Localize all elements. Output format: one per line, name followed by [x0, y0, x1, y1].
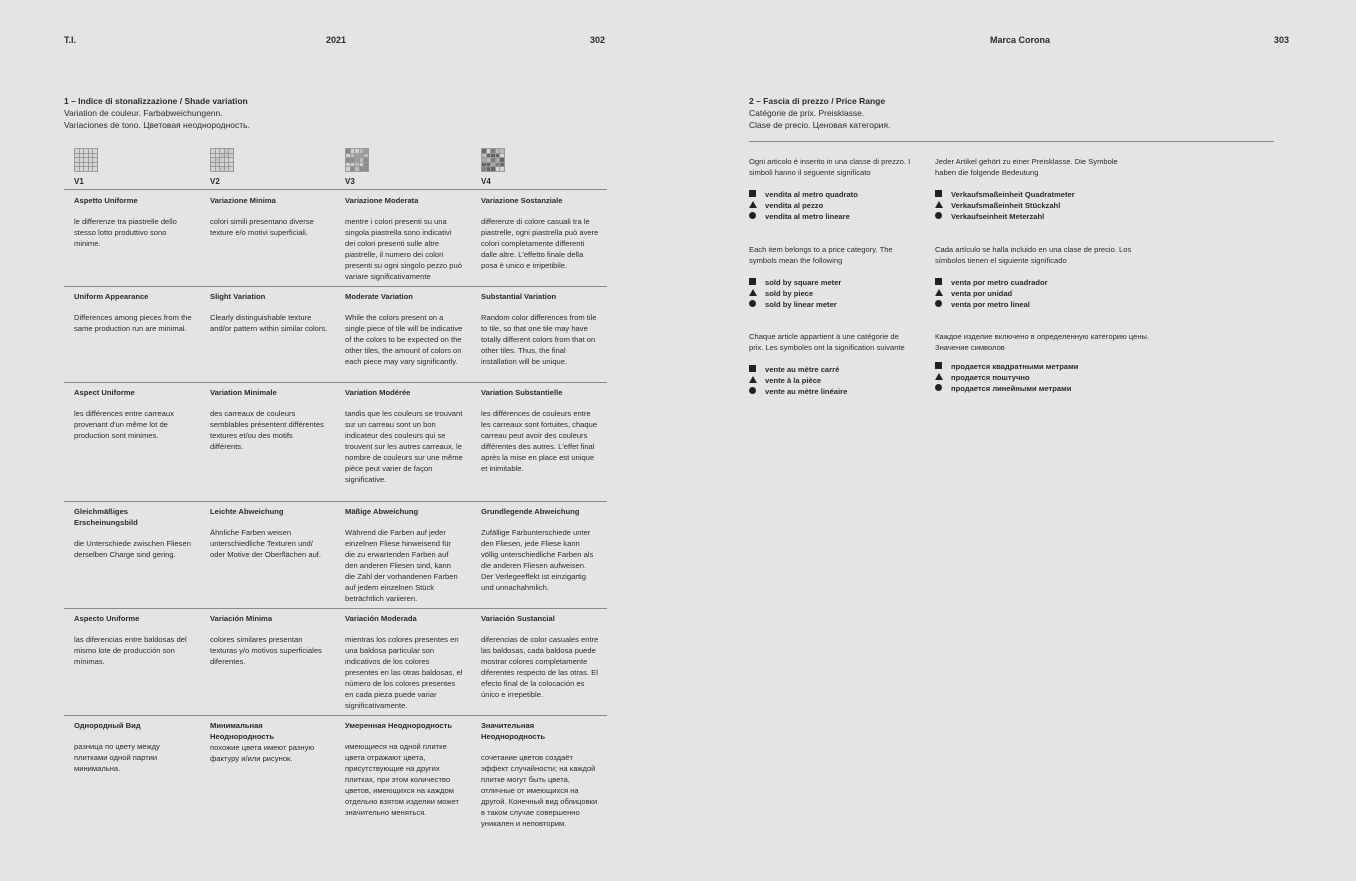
- table-cell: [210, 506, 328, 560]
- price-item: [935, 383, 1175, 394]
- cell-heading: Значительная Неоднородность: [481, 721, 546, 741]
- price-item: [749, 277, 919, 288]
- circle-icon: [749, 299, 765, 310]
- price-subtitle-2: Clase de precio. Ценовая категория.: [749, 120, 891, 130]
- cell-body: похожие цвета имеют разную фактуру и/или рисунок.: [210, 743, 315, 763]
- shade-subtitle-2: Variaciones de tono. Цветовая неоднородность.: [64, 120, 250, 130]
- price-item-label: продается поштучно: [951, 373, 1030, 382]
- price-item-label: vendita al metro lineare: [765, 212, 850, 221]
- price-item: [749, 364, 914, 375]
- table-divider: [64, 189, 607, 190]
- table-cell: [74, 195, 192, 249]
- circle-icon: [935, 299, 951, 310]
- price-divider: [749, 141, 1274, 142]
- price-item-label: vendita al metro quadrato: [765, 190, 858, 199]
- shade-section-header: [64, 95, 250, 131]
- table-cell: [74, 720, 192, 774]
- price-title: 2 – Fascia di prezzo / Price Range: [749, 96, 886, 106]
- circle-icon: [749, 386, 765, 397]
- cell-body: Differences among pieces from the same production run are minimal.: [74, 313, 192, 333]
- price-item: [935, 361, 1175, 372]
- price-item: [935, 211, 1135, 222]
- table-cell: [345, 195, 463, 282]
- price-item-label: продается линейными метрами: [951, 384, 1072, 393]
- price-block: [935, 244, 1135, 310]
- cell-body: mentre i colori presenti su una singola piastrella sono indicativi dei colori presenti sulle altre piastrelle, il numero dei colori presenti su ogni singolo pezzo può variare significativamente: [345, 217, 462, 281]
- shade-v2-icon: [210, 148, 234, 172]
- table-cell: [481, 291, 599, 367]
- price-item: [749, 299, 919, 310]
- circle-icon: [935, 211, 951, 222]
- price-item: [935, 200, 1135, 211]
- cell-body: Clearly distinguishable texture and/or pattern within similar colors.: [210, 313, 328, 333]
- table-cell: [345, 720, 463, 818]
- cell-body: Random color differences from tile to tile, so that one tile may have totally different colors from that on other tiles. Thus, the final installation will be unique.: [481, 313, 597, 366]
- level-label-v1: V1: [74, 177, 84, 186]
- level-label-v3: V3: [345, 177, 355, 186]
- square-icon: [749, 364, 765, 375]
- level-label-v2: V2: [210, 177, 220, 186]
- level-label-v4: V4: [481, 177, 491, 186]
- price-item-label: vente au mètre carré: [765, 365, 840, 374]
- price-item: [749, 375, 914, 386]
- cell-body: имеющиеся на одной плитке цвета отражают цвета, присутствующие на других плитках, при этом количество цветов, имеющихся на каждом отдельно взятом изделии может значительно меняться.: [345, 742, 459, 817]
- price-item: [935, 288, 1135, 299]
- cell-heading: Gleichmäßiges Erscheinungsbild: [74, 507, 138, 527]
- table-cell: [210, 720, 328, 764]
- shade-title: 1 – Indice di stonalizzazione / Shade variation: [64, 96, 248, 106]
- cell-body: mientras los colores presentes en una baldosa particular son indicativos de los colores presentes en las otras baldosas, el número de los colores presentes en cada pieza puede variar significativamente.: [345, 635, 463, 710]
- cell-body: las diferencias entre baldosas del mismo lote de producción son mínimas.: [74, 635, 187, 666]
- cell-heading: Grundlegende Abweichung: [481, 507, 580, 516]
- price-block: [749, 156, 919, 222]
- price-intro: Каждое изделие включено в определенную категорию цены. Значение символов: [935, 332, 1150, 352]
- triangle-icon: [935, 288, 951, 299]
- circle-icon: [749, 211, 765, 222]
- table-divider: [64, 286, 607, 287]
- cell-body: diferencias de color casuales entre las baldosas, cada baldosa puede mostrar colores completamente diferentes respecto de las otras. El efecto final de la colocación es único e irrepetible.: [481, 635, 599, 699]
- cell-heading: Variazione Moderata: [345, 196, 419, 205]
- table-cell: [481, 720, 599, 829]
- price-item: [935, 277, 1135, 288]
- cell-heading: Aspetto Uniforme: [74, 196, 138, 205]
- cell-heading: Mäßige Abweichung: [345, 507, 419, 516]
- price-item-label: sold by linear meter: [765, 300, 837, 309]
- cell-body: While the colors present on a single piece of tile will be indicative of the colors to be expected on the other tiles, the amount of colors on each piece may vary significantly.: [345, 313, 463, 366]
- circle-icon: [935, 383, 951, 394]
- table-cell: [74, 291, 192, 334]
- table-cell: [210, 195, 328, 238]
- year: 2021: [326, 35, 347, 45]
- brand-left: T.I.: [64, 35, 77, 45]
- table-cell: [210, 291, 328, 334]
- cell-heading: Variation Modérée: [345, 388, 411, 397]
- price-intro: Jeder Artikel gehört zu einer Preisklasse. Die Symbole haben die folgende Bedeutung: [935, 157, 1118, 177]
- price-section-header: [749, 95, 890, 131]
- cell-body: des carreaux de couleurs semblables présentent différentes textures et/ou des motifs différents.: [210, 409, 324, 451]
- square-icon: [935, 361, 951, 372]
- cell-body: die Unterschiede zwischen Fliesen derselben Charge sind gering.: [74, 539, 191, 559]
- price-intro: Cada artículo se halla incluido en una clase de precio. Los símbolos tienen el siguiente significado: [935, 245, 1132, 265]
- cell-heading: Variazione Minima: [210, 196, 276, 205]
- cell-heading: Минимальная Неоднородность: [210, 721, 275, 741]
- cell-body: разница по цвету между плитками одной партии минимальна.: [74, 742, 160, 773]
- price-item: [749, 386, 914, 397]
- cell-heading: Leichte Abweichung: [210, 507, 284, 516]
- price-intro: Chaque article appartient à une catégorie de prix. Les symboles ont la signification suivante: [749, 332, 905, 352]
- triangle-icon: [749, 200, 765, 211]
- cell-heading: Variazione Sostanziale: [481, 196, 563, 205]
- price-item-label: Verkaufsmaßeinheit Stückzahl: [951, 201, 1061, 210]
- page-number-right: 303: [1274, 35, 1290, 45]
- table-cell: [481, 613, 599, 700]
- table-cell: [345, 506, 463, 604]
- shade-subtitle-1: Variation de couleur. Farbabweichungenn.: [64, 108, 223, 118]
- cell-body: le differenze tra piastrelle dello stesso lotto produttivo sono minime.: [74, 217, 177, 248]
- table-divider: [64, 382, 607, 383]
- price-intro: Ogni articolo è inserito in una classe di prezzo. I simboli hanno il seguente significato: [749, 157, 911, 177]
- price-item-label: vendita al pezzo: [765, 201, 824, 210]
- cell-body: colori simili presentano diverse texture e/o motivi superficiali.: [210, 217, 314, 237]
- cell-heading: Aspect Uniforme: [74, 388, 135, 397]
- table-cell: [481, 387, 599, 474]
- price-item-label: sold by piece: [765, 289, 814, 298]
- table-cell: [481, 506, 599, 593]
- square-icon: [935, 277, 951, 288]
- cell-body: tandis que les couleurs se trouvant sur un carreau sont un bon indicateur des couleurs qui se trouvent sur les autres carreaux, le nombre de couleurs sur une même pièce peut varier de façon significative.: [345, 409, 463, 484]
- price-item-label: sold by square meter: [765, 278, 842, 287]
- price-item-label: venta por unidad: [951, 289, 1013, 298]
- price-item: [935, 189, 1135, 200]
- table-cell: [481, 195, 599, 271]
- shade-v3-icon: [345, 148, 369, 172]
- brand-right: Marca Corona: [990, 35, 1051, 45]
- cell-body: Während die Farben auf jeder einzelnen Fliese hinweisend für die zu erwartenden Farben auf den anderen Fliesen sind, kann die Zahl der vorhandenen Farben auf jedem einzelnen Stück beträchtlich variieren.: [345, 528, 458, 603]
- cell-heading: Variación Moderada: [345, 614, 417, 623]
- triangle-icon: [749, 288, 765, 299]
- price-item-label: venta por metro lineal: [951, 300, 1030, 309]
- table-cell: [345, 387, 463, 485]
- square-icon: [749, 189, 765, 200]
- cell-heading: Variación Mínima: [210, 614, 273, 623]
- price-item: [749, 189, 919, 200]
- cell-heading: Variation Substantielle: [481, 388, 563, 397]
- cell-heading: Substantial Variation: [481, 292, 557, 301]
- triangle-icon: [935, 372, 951, 383]
- cell-body: сочетание цветов создаёт эффект случайности; на каждой плитке могут быть цвета, отличные от имеющихся на другой. Конечный вид облицовки в таком случае совершенно уникален и неповторим.: [481, 753, 598, 828]
- cell-heading: Aspecto Uniforme: [74, 614, 140, 623]
- cell-body: les différences de couleurs entre les carreaux sont fortuites, chaque carreau peut avoir des couleurs différentes des autres. L'effet final après la mise en place est unique et inimitable.: [481, 409, 598, 473]
- cell-heading: Variación Sustancial: [481, 614, 555, 623]
- cell-heading: Умеренная Неоднородность: [345, 721, 453, 730]
- square-icon: [749, 277, 765, 288]
- table-divider: [64, 608, 607, 609]
- table-cell: [345, 613, 463, 711]
- cell-body: Ähnliche Farben weisen unterschiedliche Texturen und/ oder Motive der Oberflächen auf.: [210, 528, 322, 559]
- price-subtitle-1: Catégorie de prix. Preisklasse.: [749, 108, 865, 118]
- table-cell: [74, 613, 192, 667]
- price-block: [935, 331, 1175, 394]
- price-item: [935, 372, 1175, 383]
- table-cell: [74, 387, 192, 441]
- cell-body: differenze di colore casuali tra le piastrelle, ogni piastrella può avere colori completamente differenti dalle altre. L'effetto finale della posa è unico e irripetibile.: [481, 217, 599, 270]
- cell-heading: Slight Variation: [210, 292, 266, 301]
- price-block: [749, 244, 919, 310]
- price-item-label: продается квадратными метрами: [951, 362, 1079, 371]
- price-item-label: vente au mètre linéaire: [765, 387, 848, 396]
- cell-heading: Uniform Appearance: [74, 292, 149, 301]
- square-icon: [935, 189, 951, 200]
- table-cell: [210, 613, 328, 667]
- price-block: [935, 156, 1135, 222]
- table-cell: [74, 506, 192, 560]
- table-cell: [345, 291, 463, 367]
- cell-heading: Moderate Variation: [345, 292, 413, 301]
- shade-v4-icon: [481, 148, 505, 172]
- cell-heading: Однородный Вид: [74, 721, 141, 730]
- price-item: [749, 211, 919, 222]
- cell-body: colores similares presentan texturas y/o motivos superficiales diferentes.: [210, 635, 322, 666]
- price-item: [749, 288, 919, 299]
- table-divider: [64, 501, 607, 502]
- price-item: [749, 200, 919, 211]
- price-item-label: vente à la pièce: [765, 376, 822, 385]
- shade-v1-icon: [74, 148, 98, 172]
- triangle-icon: [935, 200, 951, 211]
- cell-body: les différences entre carreaux provenant d'un même lot de production sont minimes.: [74, 409, 174, 440]
- price-item-label: Verkaufsmaßeinheit Quadratmeter: [951, 190, 1075, 199]
- price-intro: Each item belongs to a price category. The symbols mean the following: [749, 245, 893, 265]
- table-cell: [210, 387, 328, 452]
- price-item-label: Verkaufseinheit Meterzahl: [951, 212, 1045, 221]
- page-number-left: 302: [590, 35, 606, 45]
- cell-heading: Variation Minimale: [210, 388, 277, 397]
- table-divider: [64, 715, 607, 716]
- price-block: [749, 331, 914, 397]
- triangle-icon: [749, 375, 765, 386]
- price-item: [935, 299, 1135, 310]
- cell-body: Zufällige Farbunterschiede unter den Fliesen, jede Fliese kann völlig unterschiedliche Farben als die anderen Fliesen aufweisen. Der Verlegeeffekt ist einzigartig und unnachahmlich.: [481, 528, 594, 592]
- price-item-label: venta por metro cuadrador: [951, 278, 1048, 287]
